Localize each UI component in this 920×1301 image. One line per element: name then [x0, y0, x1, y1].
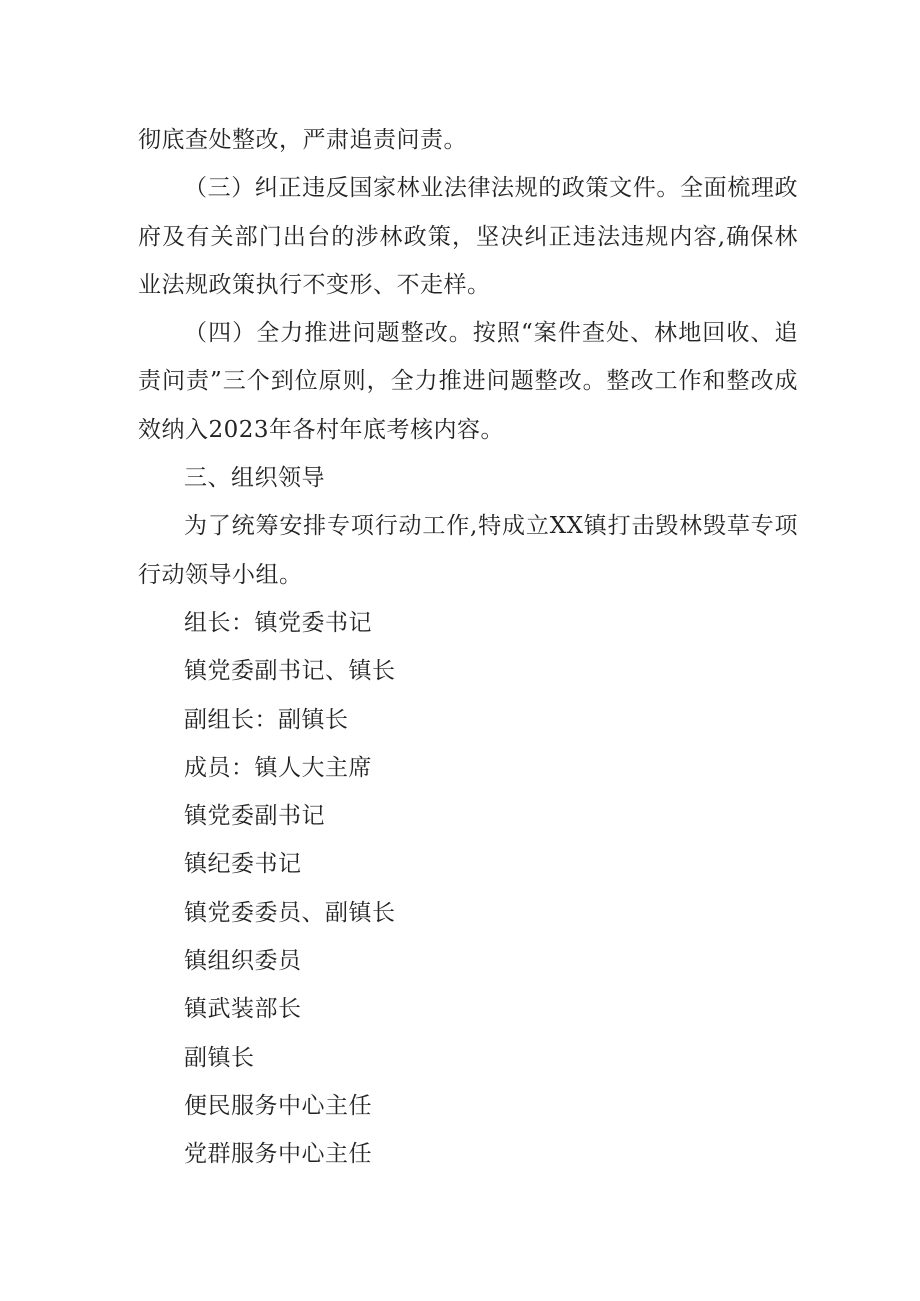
member-line: 镇纪委书记: [184, 851, 302, 878]
member-line: 镇党委副书记、镇长: [184, 658, 396, 685]
member-line: 副组长：副镇长: [184, 706, 349, 733]
document-body: [138, 116, 798, 1179]
member-line: 镇组织委员: [184, 948, 302, 975]
member-line: 镇武装部长: [184, 996, 302, 1023]
member-line: 成员：镇人大主席: [184, 754, 372, 781]
member-line: 镇党委副书记: [184, 803, 325, 830]
member-line: 副镇长: [184, 1044, 255, 1071]
paragraph-section-3-intro: 为了统筹安排专项行动工作,特成立XX镇打击毁林毁草专项行动领导小组。: [138, 513, 798, 588]
section-heading-organization: 三、组织领导: [184, 465, 325, 492]
member-line: 便民服务中心主任: [184, 1092, 372, 1119]
member-line: 党群服务中心主任: [184, 1141, 372, 1168]
member-line: 组长：镇党委书记: [184, 609, 372, 636]
paragraph-item-4: （四）全力推进问题整改。按照“案件查处、林地回收、追责问责”三个到位原则，全力推进问题整改。整改工作和整改成效纳入2023年各村年底考核内容。: [138, 320, 798, 443]
paragraph-item-3: （三）纠正违反国家林业法律法规的政策文件。全面梳理政府及有关部门出台的涉林政策，坚决纠正违法违规内容,确保林业法规政策执行不变形、不走样。: [138, 175, 798, 298]
member-line: 镇党委委员、副镇长: [184, 899, 396, 926]
paragraph-continuation: 彻底查处整改，严肃追责问责。: [138, 127, 467, 153]
